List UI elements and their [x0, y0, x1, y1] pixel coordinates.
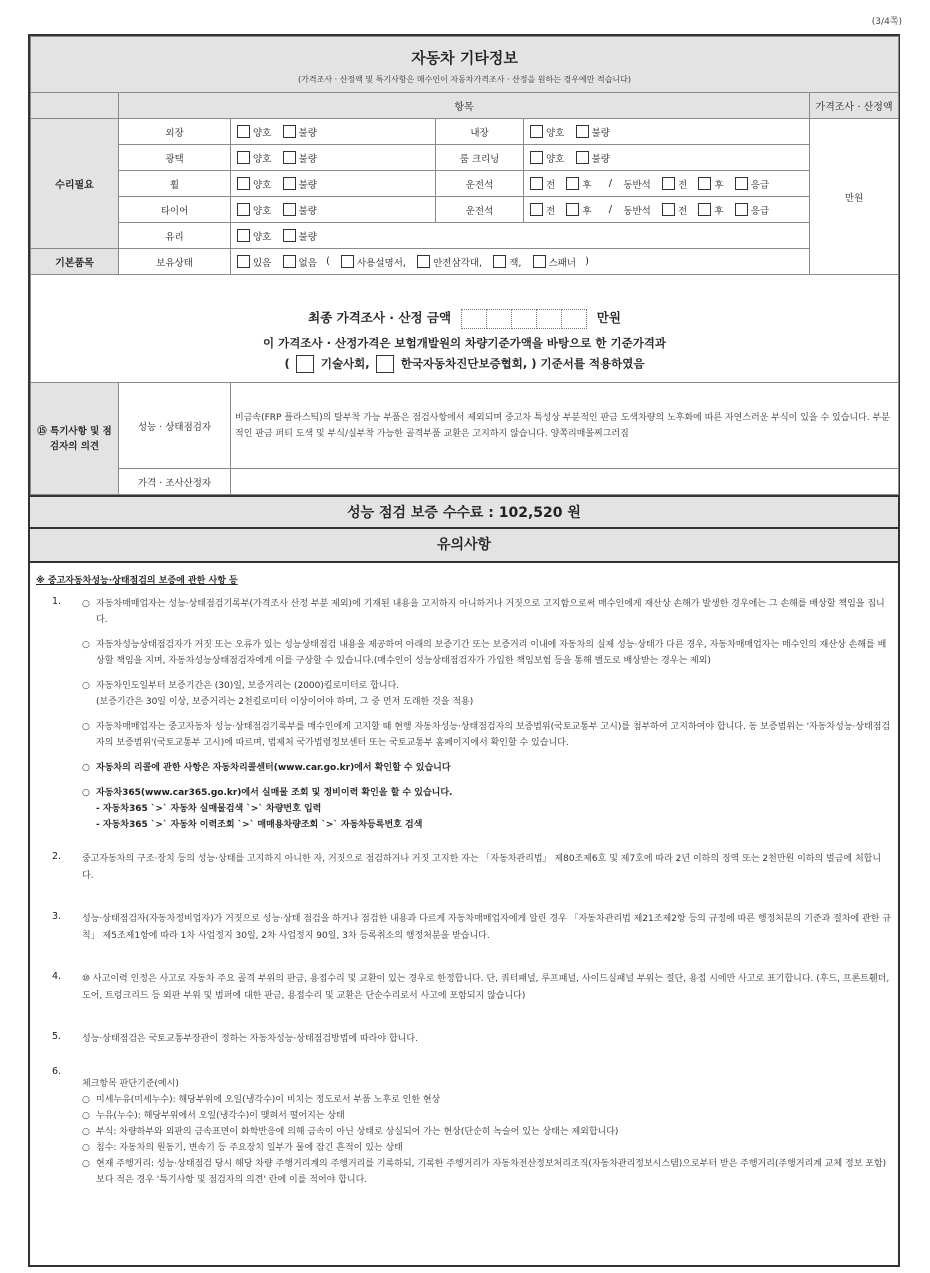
gloss-good-checkbox[interactable]	[237, 151, 250, 164]
wheel-driver-front-checkbox[interactable]	[530, 177, 543, 190]
wheel-bad-checkbox[interactable]	[283, 177, 296, 190]
notice-text: 자동차매매업자는 중고자동차 성능·상태점검기록부를 매수인에게 고지할 때 현행 자동차성능·상태점검자의 보증범위(국토교통부 고시)를 첨부하여 고지하여야 합니다. 동 보증범위는 '자동차성능·상태점검자의 보증범위'(국토교통부 고시)에 따르며, 법제처 국가법령정보센터 또는 국토교통부 홈페이지에서 확인할 수 있습니다.	[96, 722, 891, 748]
option-label: 양호	[546, 127, 565, 139]
repair-row-glass	[31, 223, 899, 249]
wheel-driver-rear-checkbox[interactable]	[566, 177, 579, 190]
price-inspector-label: 가격 · 조사산정자	[119, 469, 231, 495]
page-number: (3/4쪽)	[871, 17, 902, 27]
option-label: 양호	[253, 179, 272, 191]
fee-bar: 성능 점검 보증 수수료 : 102,520 원	[30, 495, 898, 529]
tire-good-checkbox[interactable]	[237, 203, 250, 216]
gloss-bad-checkbox[interactable]	[283, 151, 296, 164]
notice-text: 성능·상태점검은 국토교통부장관이 정하는 자동차성능·상태점검방법에 따라야 합니다.	[82, 1034, 418, 1044]
tire-bad-checkbox[interactable]	[283, 203, 296, 216]
interior-good-checkbox[interactable]	[530, 125, 543, 138]
jack-checkbox[interactable]	[493, 255, 506, 268]
price-inspector-text	[231, 469, 899, 495]
option-label: 양호	[253, 153, 272, 165]
kadia-label: 한국자동차진단보증협회, ) 기준서를 적용하였음	[400, 356, 645, 371]
notice-text: ⑩ 사고이력 인정은 사고로 자동차 주요 골격 부위의 판금, 용접수리 및 교환이 있는 경우로 한정합니다. 단, 쿼터패널, 루프패널, 사이드실패널 부위는 절단, 용접 시에만 사고로 표기합니다. (후드, 프론트휀더, 도어, 트렁크리드 등 외판 부위 및 범퍼에 대한 판금, 용접수리 및 교환은 단순수리로서 사고에 포함되지 않습니다)	[82, 974, 890, 1001]
option-label: 전	[678, 179, 688, 191]
option-label: 후	[582, 179, 592, 191]
criteria-text: 침수: 자동차의 원동기, 변속기 등 주요장치 일부가 물에 잠긴 흔적이 있는 상태	[96, 1143, 403, 1153]
notice-number: 3.	[52, 911, 62, 922]
tire-passenger-rear-checkbox[interactable]	[698, 203, 711, 216]
final-price-row	[31, 275, 899, 383]
wheel-passenger-rear-checkbox[interactable]	[698, 177, 711, 190]
list-item: ○ 자동차365(www.car365.go.kr)에서 실매물 조회 및 정비이력 확인을 할 수 있습니다. - 자동차365 `>` 자동차 실매물검색 `>` 차량번호 입력 - 자동차365 `>` 자동차 이력조회 `>` 매매용차량조회 `>` 자동차등록번호 검색	[82, 788, 453, 830]
paren: (	[284, 356, 290, 371]
kadia-checkbox[interactable]	[376, 355, 394, 373]
notice-number: 2.	[52, 851, 62, 862]
notice-number: 4.	[52, 971, 62, 982]
option-label: 불량	[298, 127, 317, 139]
list-item: ○ 미세누유(미세누수): 해당부위에 오일(냉각수)이 비치는 정도로서 부품 노후로 인한 현상	[82, 1095, 441, 1105]
manual-checkbox[interactable]	[341, 255, 354, 268]
basic-category: 기본품목	[31, 249, 119, 275]
criteria-text: 현재 주행거리: 성능·상태점검 당시 해당 차량 주행거리계의 주행거리를 기록하되, 기록한 주행거리가 자동차전산정보처리조직(자동차관리정보시스템)으로부터 받은 주행거리(주행거리계 교체 정보 포함)보다 적은 경우 '특기사항 및 점검자의 의견' 란에 이를 적어야 합니다.	[96, 1159, 887, 1185]
criteria-text: 부식: 차량하부와 외판의 금속표면이 화학반응에 의해 금속이 아닌 상태로 상실되어 가는 현상(단순히 녹슬어 있는 상태는 제외합니다)	[96, 1127, 619, 1137]
list-item: ○ 현재 주행거리: 성능·상태점검 당시 해당 차량 주행거리계의 주행거리를 기록하되, 기록한 주행거리가 자동차전산정보처리조직(자동차관리정보시스템)으로부터 받은 주행거리(주행거리계 교체 정보 포함)보다 적은 경우 '특기사항 및 점검자의 의견' 란에 이를 적어야 합니다.	[82, 1159, 887, 1185]
form-title: 자동차 기타정보	[411, 48, 518, 67]
option-label: 불량	[591, 127, 610, 139]
wheel-good-checkbox[interactable]	[237, 177, 250, 190]
repair-row-exterior	[31, 119, 899, 145]
notice-item-6	[34, 1066, 892, 1188]
tech-association-label: 기술사회,	[320, 356, 370, 371]
final-price-input[interactable]	[461, 309, 586, 329]
price-header: 가격조사 · 산정액	[810, 93, 899, 119]
special-inspector-row	[31, 383, 899, 469]
inspector-opinion-text: 비금속(FRP 플라스틱)의 탈부착 가능 부품은 점검사항에서 제외되며 중고차 특성상 부분적인 판금 도색차량의 노후화에 따른 자연스러운 부식이 있을 수 있습니다. 부분적인 판금 퍼티 도색 및 부식/실부착 가능한 골격부품 교환은 고지하지 않습니다. 양쪽리매몰찌그러짐	[231, 383, 899, 469]
notice-number: 1.	[52, 596, 62, 607]
list-item: ○ 자동차인도일부터 보증기간은 (30)일, 보증거리는 (2000)킬로미터로 합니다. (보증기간은 30일 이상, 보증거리는 2천킬로미터 이상이어야 하며, 그 중 먼저 도래한 것을 적용)	[82, 681, 474, 707]
glass-bad-checkbox[interactable]	[283, 229, 296, 242]
list-item: ○ 자동차성능상태점검자가 거짓 또는 오류가 있는 성능상태점검 내용을 제공하여 아래의 보증기간 또는 보증거리 이내에 자동차의 실제 성능·상태가 다른 경우, 자동차매매업자는 매수인의 재산상 손해를 배상할 책임을 지며, 자동차성능상태점검자에게 이를 구상할 수 있습니다.(매수인이 성능상태점검자가 가입한 책임보험 등을 통해 별도로 배상받는 경우는 제외)	[82, 640, 887, 666]
notice-heading: ※ 중고자동차성능·상태점검의 보증에 관한 사항 등	[36, 576, 238, 586]
list-item: ○ 침수: 자동차의 원동기, 변속기 등 주요장치 일부가 물에 잠긴 흔적이 있는 상태	[82, 1143, 403, 1153]
option-label: 후	[714, 205, 724, 217]
form-frame	[28, 34, 900, 1267]
repair-price-value: 만원	[810, 119, 899, 275]
option-label: 불량	[298, 179, 317, 191]
option-label: 안전삼각대,	[433, 257, 482, 269]
notice-item-5	[34, 1031, 892, 1048]
criteria-text: 누유(누수): 해당부위에서 오일(냉각수)이 맺혀서 떨어지는 상태	[96, 1111, 345, 1121]
option-label: 불량	[298, 205, 317, 217]
final-price-unit: 만원	[596, 310, 621, 326]
notice-item-2	[34, 851, 892, 885]
option-label: 응급	[750, 179, 770, 191]
notice-text: 중고자동차의 구조·장치 등의 성능·상태를 고지하지 아니한 자, 거짓으로 점검하거나 거짓 고지한 자는 「자동차관리법」 제80조제6호 및 제7호에 따라 2년 이하의 징역 또는 2천만원 이하의 벌금에 처합니다.	[82, 854, 882, 881]
option-label: 불량	[298, 231, 317, 243]
exterior-good-checkbox[interactable]	[237, 125, 250, 138]
repair-category: 수리필요	[31, 119, 119, 249]
wheel-passenger-front-checkbox[interactable]	[662, 177, 675, 190]
notice-text: 자동차365(www.car365.go.kr)에서 실매물 조회 및 정비이력 확인을 할 수 있습니다. - 자동차365 `>` 자동차 실매물검색 `>` 차량번호 입력 - 자동차365 `>` 자동차 이력조회 `>` 매매용차량조회 `>` 자동차등록번호 검색	[96, 788, 453, 830]
basic-have-checkbox[interactable]	[237, 255, 250, 268]
list-item: ○ 부식: 차량하부와 외판의 금속표면이 화학반응에 의해 금속이 아닌 상태로 상실되어 가는 현상(단순히 녹슬어 있는 상태는 제외합니다)	[82, 1127, 619, 1137]
repair-row-gloss	[31, 145, 899, 171]
tire-label: 타이어	[119, 197, 231, 223]
exterior-label: 외장	[119, 119, 231, 145]
tire-emergency-checkbox[interactable]	[735, 203, 748, 216]
list-item: ○ 자동차매매업자는 성능·상태점검기록부(가격조사 산정 부분 제외)에 기재된 내용을 고지하지 아니하거나 거짓으로 고지함으로써 매수인에게 재산상 손해가 발생한 경우에는 그 손해를 배상할 책임을 집니다.	[82, 599, 885, 625]
tire-driver-rear-checkbox[interactable]	[566, 203, 579, 216]
special-category: ⑮ 특기사항 및 점검자의 의견	[31, 383, 119, 495]
option-label: 전	[546, 205, 556, 217]
notice-item-4	[34, 971, 892, 1005]
paren: )	[585, 256, 590, 267]
spanner-checkbox[interactable]	[533, 255, 546, 268]
passenger-seat-label: 동반석	[623, 205, 651, 217]
separator: /	[608, 204, 613, 215]
room-cleaning-good-checkbox[interactable]	[530, 151, 543, 164]
option-label: 전	[546, 179, 556, 191]
option-label: 있음	[253, 257, 272, 269]
paren: (	[326, 256, 330, 267]
glass-good-checkbox[interactable]	[237, 229, 250, 242]
triangle-checkbox[interactable]	[417, 255, 430, 268]
vehicle-info-table	[30, 36, 899, 495]
notice-text: 자동차성능상태점검자가 거짓 또는 오류가 있는 성능상태점검 내용을 제공하여 아래의 보증기간 또는 보증거리 이내에 자동차의 실제 성능·상태가 다른 경우, 자동차매매업자는 매수인의 재산상 손해를 배상할 책임을 지며, 자동차성능상태점검자에게 이를 구상할 수 있습니다.(매수인이 성능상태점검자가 가입한 책임보험 등을 통해 별도로 배상받는 경우는 제외)	[96, 640, 887, 666]
list-item: ○ 자동차매매업자는 중고자동차 성능·상태점검기록부를 매수인에게 고지할 때 현행 자동차성능·상태점검자의 보증범위(국토교통부 고시)를 첨부하여 고지하여야 합니다. 동 보증범위는 '자동차성능·상태점검자의 보증범위'(국토교통부 고시)에 따르며, 법제처 국가법령정보센터 또는 국토교통부 홈페이지에서 확인할 수 있습니다.	[82, 722, 891, 748]
repair-row-tire	[31, 197, 899, 223]
gloss-label: 광택	[119, 145, 231, 171]
room-cleaning-label: 룸 크리닝	[436, 145, 524, 171]
separator: /	[608, 178, 613, 189]
notice-section	[30, 563, 898, 1188]
list-item: ○ 자동차의 리콜에 관한 사항은 자동차리콜센터(www.car.go.kr)에서 확인할 수 있습니다	[82, 763, 451, 773]
option-label: 후	[582, 205, 592, 217]
notice-title: 유의사항	[30, 529, 898, 563]
option-label: 전	[678, 205, 688, 217]
option-label: 스패너	[548, 257, 577, 269]
wheel-label: 휠	[119, 171, 231, 197]
item-header: 항목	[119, 93, 810, 119]
notice-text: 성능·상태점검자(자동차정비업자)가 거짓으로 성능·상태 점검을 하거나 점검한 내용과 다르게 자동차매매업자에게 알린 경우 「자동차관리법 제21조제2항 등의 규정에 따른 행정처분의 기준과 절차에 관한 규칙」 제5조제1항에 따라 1차 사업정지 30일, 2차 사업정지 90일, 3차 등록취소의 행정처분을 받습니다.	[82, 914, 892, 941]
passenger-seat-label: 동반석	[623, 179, 651, 191]
special-price-row	[31, 469, 899, 495]
exterior-bad-checkbox[interactable]	[283, 125, 296, 138]
notice-item-1	[34, 596, 892, 833]
tire-passenger-front-checkbox[interactable]	[662, 203, 675, 216]
header-row	[31, 93, 899, 119]
wheel-emergency-checkbox[interactable]	[735, 177, 748, 190]
check-criteria-title: 체크항목 판단기준(예시)	[82, 1079, 179, 1089]
notice-text: 자동차인도일부터 보증기간은 (30)일, 보증거리는 (2000)킬로미터로 합니다. (보증기간은 30일 이상, 보증거리는 2천킬로미터 이상이어야 하며, 그 중 먼저 도래한 것을 적용)	[96, 681, 474, 707]
driver-seat-label: 운전석	[436, 197, 524, 223]
glass-label: 유리	[119, 223, 231, 249]
interior-label: 내장	[436, 119, 524, 145]
basic-items-row	[31, 249, 899, 275]
tech-association-checkbox[interactable]	[296, 355, 314, 373]
criteria-text: 미세누유(미세누수): 해당부위에 오일(냉각수)이 비치는 정도로서 부품 노후로 인한 현상	[96, 1095, 441, 1105]
option-label: 양호	[546, 153, 565, 165]
option-label: 불량	[298, 153, 317, 165]
notice-number: 5.	[52, 1031, 62, 1042]
form-subtitle: (가격조사 · 산정액 및 특기사항은 매수인이 자동차가격조사 · 산정을 원하는 경우에만 적습니다)	[298, 74, 632, 84]
option-label: 응급	[750, 205, 770, 217]
room-cleaning-bad-checkbox[interactable]	[576, 151, 589, 164]
tire-driver-front-checkbox[interactable]	[530, 203, 543, 216]
final-price-note: 이 가격조사 · 산정가격은 보험개발원의 차량기준가액을 바탕으로 한 기준가격과	[263, 335, 667, 350]
notice-text: 자동차매매업자는 성능·상태점검기록부(가격조사 산정 부분 제외)에 기재된 내용을 고지하지 아니하거나 거짓으로 고지함으로써 매수인에게 재산상 손해가 발생한 경우에는 그 손해를 배상할 책임을 집니다.	[96, 599, 885, 625]
interior-bad-checkbox[interactable]	[576, 125, 589, 138]
notice-item-3	[34, 911, 892, 945]
final-price-label: 최종 가격조사 · 산정 금액	[308, 310, 452, 326]
option-label: 양호	[253, 205, 272, 217]
list-item: ○ 누유(누수): 해당부위에서 오일(냉각수)이 맺혀서 떨어지는 상태	[82, 1111, 345, 1121]
possession-label: 보유상태	[119, 249, 231, 275]
option-label: 불량	[591, 153, 610, 165]
notice-text: 자동차의 리콜에 관한 사항은 자동차리콜센터(www.car.go.kr)에서 확인할 수 있습니다	[96, 763, 451, 773]
notice-number: 6.	[52, 1066, 62, 1077]
basic-none-checkbox[interactable]	[283, 255, 296, 268]
repair-row-wheel	[31, 171, 899, 197]
driver-seat-label: 운전석	[436, 171, 524, 197]
option-label: 양호	[253, 231, 272, 243]
option-label: 잭,	[509, 257, 522, 269]
option-label: 후	[714, 179, 724, 191]
option-label: 양호	[253, 127, 272, 139]
option-label: 없음	[298, 257, 317, 269]
inspector-label: 성능 · 상태점검자	[119, 383, 231, 469]
title-row	[31, 37, 899, 93]
option-label: 사용설명서,	[357, 257, 406, 269]
